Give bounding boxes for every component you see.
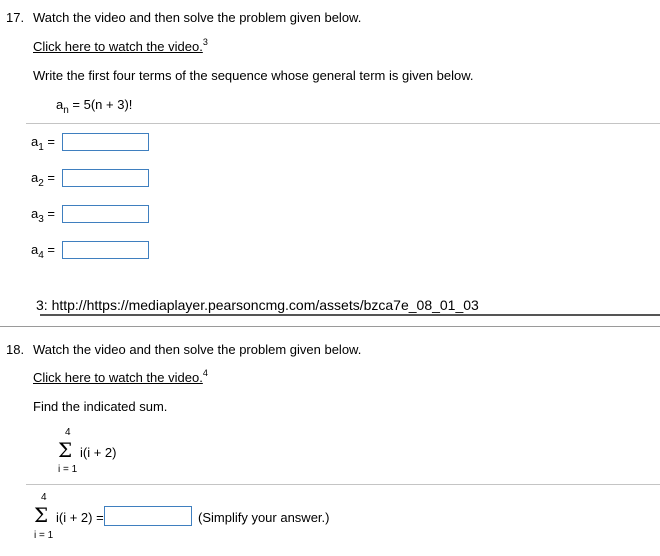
- question-prompt: Find the indicated sum.: [33, 399, 168, 414]
- term-label-a2: $a_2$ =: [31, 170, 56, 189]
- sum-answer-input[interactable]: [104, 506, 192, 526]
- footnote-divider: [40, 314, 660, 316]
- answer-input-a1[interactable]: [62, 133, 149, 151]
- simplify-hint: (Simplify your answer.): [198, 510, 330, 525]
- question-separator: [0, 326, 660, 327]
- answer-input-a2[interactable]: [62, 169, 149, 187]
- term-label-a3: $a_3$ =: [31, 206, 56, 225]
- watch-video-link-text[interactable]: Click here to watch the video.: [33, 39, 203, 54]
- formula-rhs: = 5(n + 3)!: [72, 97, 133, 112]
- watch-video-link[interactable]: [33, 370, 208, 385]
- footnote-marker: 3: [202, 37, 208, 47]
- footnote-url: 3: http://https://mediaplayer.pearsoncmg.com/assets/bzca7e_08_01_03: [36, 297, 479, 313]
- term-label-a4: $a_4$ =: [31, 242, 56, 261]
- answer-input-a3[interactable]: [62, 205, 149, 223]
- sum-expression: i(i + 2): [80, 445, 117, 460]
- formula-lhs-base: a: [56, 97, 64, 112]
- answer-upper-limit: 4: [41, 492, 47, 503]
- question-prompt: Write the first four terms of the sequence whose general term is given below.: [33, 68, 474, 83]
- sum-lower-limit: i = 1: [58, 464, 78, 475]
- footnote-marker: 4: [202, 368, 208, 378]
- sum-upper-limit: 4: [65, 427, 71, 438]
- question-instruction: Watch the video and then solve the problem given below.: [33, 10, 362, 25]
- divider: [26, 123, 660, 124]
- answer-lower-limit: i = 1: [34, 530, 54, 541]
- sequence-formula: [56, 97, 133, 116]
- sigma-icon: Σ: [58, 438, 73, 462]
- answer-input-a4[interactable]: [62, 241, 149, 259]
- sigma-icon: Σ: [34, 503, 49, 527]
- answer-expression: i(i + 2) =: [56, 510, 104, 525]
- watch-video-link[interactable]: [33, 39, 208, 54]
- formula-lhs-subscript: n: [63, 105, 69, 116]
- question-number: 18.: [6, 342, 25, 357]
- divider: [26, 484, 660, 485]
- question-number: 17.: [6, 10, 25, 25]
- term-label-a1: $a_1$ =: [31, 134, 56, 153]
- question-instruction: Watch the video and then solve the problem given below.: [33, 342, 362, 357]
- watch-video-link-text[interactable]: Click here to watch the video.: [33, 370, 203, 385]
